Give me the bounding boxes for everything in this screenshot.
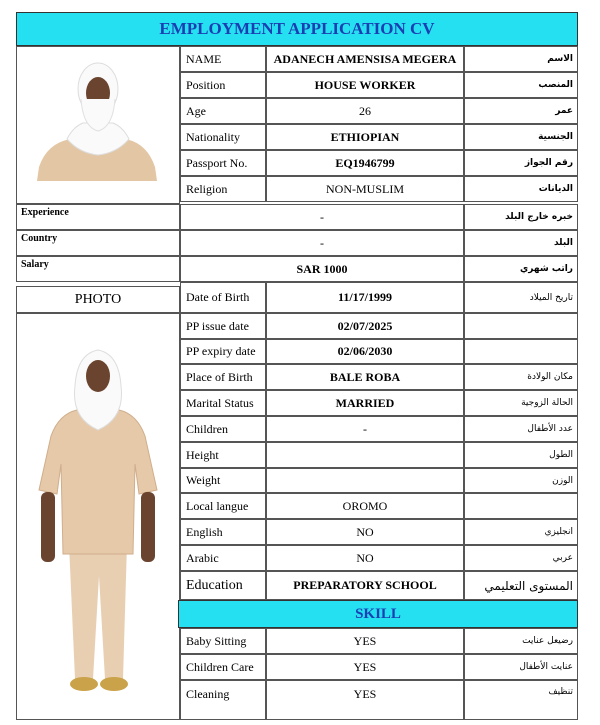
field-label: Salary — [16, 256, 180, 282]
field-label: Height — [180, 442, 266, 468]
field-value: NO — [266, 545, 464, 571]
field-label: PP expiry date — [180, 339, 266, 364]
field-label: Age — [180, 98, 266, 124]
field-label-arabic: الديانات — [464, 176, 578, 202]
field-label: Weight — [180, 468, 266, 493]
skill-value: YES — [266, 654, 464, 680]
field-label: Local langue — [180, 493, 266, 519]
field-value: - — [266, 416, 464, 442]
field-label-arabic — [464, 493, 578, 519]
field-label: NAME — [180, 46, 266, 72]
field-label-arabic: البلد — [464, 230, 578, 256]
skill-label: Children Care — [180, 654, 266, 680]
field-label: Place of Birth — [180, 364, 266, 390]
field-label-arabic: الطول — [464, 442, 578, 468]
field-label-arabic: رقم الجواز — [464, 150, 578, 176]
field-label-arabic: الحالة الزوجية — [464, 390, 578, 416]
field-label-arabic: الجنسية — [464, 124, 578, 150]
field-label-arabic: الاسم — [464, 46, 578, 72]
field-label-arabic: عدد الأطفال — [464, 416, 578, 442]
skill-label-arabic: عنايت الأطفال — [464, 654, 578, 680]
field-label-arabic: المنصب — [464, 72, 578, 98]
field-value: 02/07/2025 — [266, 313, 464, 339]
field-value: 26 — [266, 98, 464, 124]
field-value: OROMO — [266, 493, 464, 519]
field-label: Position — [180, 72, 266, 98]
field-label-arabic: المستوى التعليمي — [464, 571, 578, 600]
field-label-arabic: عمر — [464, 98, 578, 124]
field-label: PP issue date — [180, 313, 266, 339]
field-value: ETHIOPIAN — [266, 124, 464, 150]
field-label-arabic — [464, 313, 578, 339]
field-label: Nationality — [180, 124, 266, 150]
field-label-arabic: راتب شهري — [464, 256, 578, 282]
portrait-image — [17, 47, 179, 203]
skill-label-arabic: تنظيف — [464, 680, 578, 720]
field-label: Experience — [16, 204, 180, 230]
field-label: English — [180, 519, 266, 545]
field-label-arabic: عربي — [464, 545, 578, 571]
field-value: - — [180, 230, 464, 256]
page-title: EMPLOYMENT APPLICATION CV — [16, 12, 578, 46]
field-value — [266, 468, 464, 493]
field-value: BALE ROBA — [266, 364, 464, 390]
field-value — [266, 442, 464, 468]
field-label: Children — [180, 416, 266, 442]
field-value: EQ1946799 — [266, 150, 464, 176]
field-value: 11/17/1999 — [266, 282, 464, 313]
field-label: Religion — [180, 176, 266, 202]
field-label-arabic: انجليزي — [464, 519, 578, 545]
field-label: Marital Status — [180, 390, 266, 416]
field-label: Date of Birth — [180, 282, 266, 313]
field-value: SAR 1000 — [180, 256, 464, 282]
field-label-arabic: الوزن — [464, 468, 578, 493]
field-value: MARRIED — [266, 390, 464, 416]
field-value: PREPARATORY SCHOOL — [266, 571, 464, 600]
cv-page — [16, 8, 578, 720]
field-label-arabic: خبره خارج البلد — [464, 204, 578, 230]
field-value: NON-MUSLIM — [266, 176, 464, 202]
field-value: 02/06/2030 — [266, 339, 464, 364]
field-label: Passport No. — [180, 150, 266, 176]
field-value: NO — [266, 519, 464, 545]
full-body-photo — [16, 313, 180, 720]
skill-value: YES — [266, 680, 464, 720]
skill-header: SKILL — [178, 600, 578, 628]
skill-label: Cleaning — [180, 680, 266, 720]
skill-value: YES — [266, 628, 464, 654]
field-label-arabic: تاريخ الميلاد — [464, 282, 578, 313]
field-label: Education — [180, 571, 266, 600]
field-label-arabic — [464, 339, 578, 364]
photo-label: PHOTO — [16, 286, 180, 313]
portrait-photo — [16, 46, 180, 204]
field-label: Arabic — [180, 545, 266, 571]
field-label-arabic: مكان الولادة — [464, 364, 578, 390]
field-value: HOUSE WORKER — [266, 72, 464, 98]
field-value: ADANECH AMENSISA MEGERA — [266, 46, 464, 72]
field-label: Country — [16, 230, 180, 256]
full-body-image — [17, 314, 179, 719]
field-value: - — [180, 204, 464, 230]
skill-label: Baby Sitting — [180, 628, 266, 654]
skill-label-arabic: رضيعل عنايت — [464, 628, 578, 654]
